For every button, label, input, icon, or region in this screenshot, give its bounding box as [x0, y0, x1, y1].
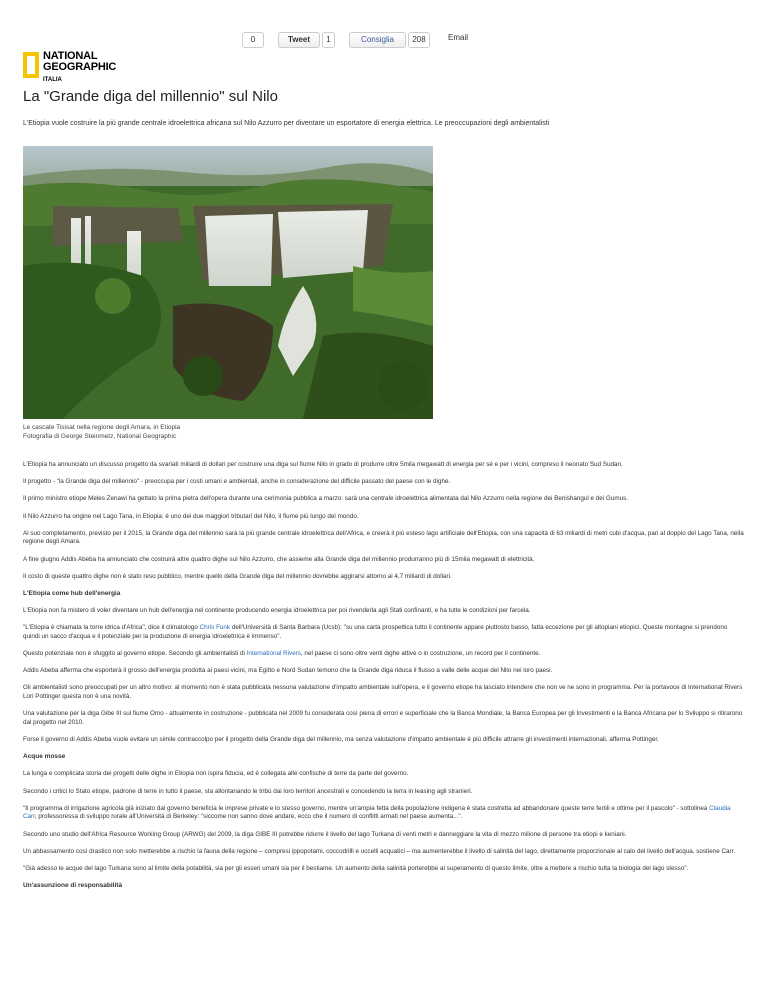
paragraph-text: , professoressa di sviluppo rurale all'Università di Berkeley: "siccome non sanno dove andare, ecco che il numero di conflitti armati nel paese aumenta...". [34, 813, 463, 821]
photo-caption [23, 423, 180, 441]
paragraph: L'Etiopia ha annunciato un discusso progetto da svariati miliardi di dollari per costruire una diga sul fiume Nilo in grado di produrre oltre 5mila megawatt di energia per sé e per i vicini, compreso il neonato Sud Sudan. [23, 461, 623, 468]
section-heading: Un'assunzione di responsabilità [23, 882, 123, 890]
logo-line-italia: ITALIA [43, 77, 62, 83]
like-count: 208 [408, 32, 430, 48]
caption-credit: Fotografia di George Steinmetz, National Geographic [23, 433, 177, 440]
paragraph: La lunga e complicata storia dei progetti delle dighe in Etiopia non ispira fiducia, ed è collegata alle confische di terre da parte del governo. [23, 770, 409, 778]
plus-one-count: 0 [242, 32, 264, 48]
paragraph [23, 624, 745, 641]
email-link[interactable]: Email [448, 33, 469, 42]
page-title: La "Grande diga del millennio" sul Nilo [23, 88, 278, 105]
international-rivers-link[interactable]: International Rivers [246, 650, 301, 658]
tweet-button[interactable]: Tweet [278, 32, 320, 48]
waterfall-photo [23, 146, 433, 419]
paragraph: Il Nilo Azzurro ha origine nel Lago Tana, in Etiopia: è uno dei due maggiori tributari del Nilo, il fiume più lungo del mondo. [23, 512, 359, 520]
paragraph [23, 805, 745, 822]
paragraph: Secondo i critici lo Stato etiope, padrone di terre in tutto il paese, sta allontanando le tribù dai loro territori ancestrali e concedendo la terra in leasing agli stranieri. [23, 787, 473, 795]
tweet-count: 1 [322, 32, 335, 48]
paragraph-text: "Il programma di irrigazione agricola già iniziato dal governo beneficia le imprese private e lo stesso governo, mentre un'ampia fetta della popolazione indigena è stata costretta ad abbandonare queste terre fertili e ottime per il pascolo" - sottolinea [23, 804, 710, 812]
section-heading: Acque mosse [23, 753, 66, 761]
paragraph: Il costo di queste quattro dighe non è stato reso pubblico, mentre quello della Grande diga del millennio dovrebbe aggirarsi attorno ai 4,7 miliardi di dollari. [23, 572, 452, 580]
article-lead: L'Etiopia vuole costruire la più grande centrale idroelettrica africana sul Nilo Azzurro per diventare un esportatore di energia elettrica. Le preoccupazioni degli ambientalisti [23, 120, 550, 127]
paragraph: A fine giugno Addis Abeba ha annunciato che costruirà altre quattro dighe sul Nilo Azzurro, che assieme alla Grande diga del millennio produrranno più di 15mila megawatt di elettricità. [23, 555, 535, 563]
chris-funk-link[interactable]: Chris Funk [199, 624, 231, 632]
share-bar [0, 32, 768, 48]
paragraph: L'Etiopia non fa mistero di voler diventare un hub dell'energia nel continente producendo energia idroelettrica per poi rivenderla agli Stati confinanti, e ha tutte le condizioni per farcela. [23, 607, 531, 615]
claudia-carr-link[interactable]: Claudia Carr [23, 804, 731, 821]
paragraph: Il primo ministro etiope Meles Zenawi ha gettato la prima pietra dell'opera durante una cerimonia pubblica a marzo: sarà una centrale idroelettrica alimentata dal Nilo Azzurro nella regione dei Benishangul e dei Gumus. [23, 495, 628, 503]
yellow-frame-icon [23, 52, 39, 78]
section-heading: L'Etiopia come hub dell'energia [23, 589, 121, 597]
paragraph: "Già adesso le acque del lago Turkana sono al limite della potabilità, sia per gli esseri umani sia per il bestiame. Un aumento della salinità porterebbe al superamento di questo limite, oltre a mettere a rischio tutta la biologia del lago stesso". [23, 864, 689, 872]
paragraph [23, 650, 745, 659]
paragraph-text: dell'Università di Santa Barbara (Ucsb): "su una carta prospettica tutto il continente appare piuttosto basso, fatta eccezione per gli altopiani etiopici. Queste montagne si prendono quindi un sacco d'acqua e il potenziale per la produzione di energia idroelettrica è immenso". [23, 624, 728, 640]
paragraph: Un abbassamento così drastico non solo metterebbe a rischio la fauna della regione – compresi ippopotami, coccodrilli e uccelli acquatici – ma aumenterebbe il livello di salinità del lago, direttamente proporzionale al calo del livello dell'acqua, sostiene Carr. [23, 847, 736, 855]
paragraph-text: Questo potenziale non è sfuggito al governo etiope. Secondo gli ambientalisti di [23, 650, 247, 658]
paragraph: Addis Abeba afferma che esporterà il grosso dell'energia prodotta ai paesi vicini, ma Egitto e Nord Sudan temono che la Grande diga riduca il flusso a valle delle acque del Nilo nei loro paesi. [23, 667, 553, 675]
paragraph-text: "L'Etiopia è chiamata la torre idrica d'Africa", dice il climatologo [23, 624, 200, 632]
article-body [23, 461, 745, 899]
paragraph: Gli ambientalisti sono preoccupati per un altro motivo: al momento non è stata pubblicata nessuna valutazione d'impatto ambientale sull'opera, e il governo etiope ha lasciato intendere che non ve ne sono in programma. Per la portavoce di International Rivers Lori Pottinger questa non è una novità. [23, 684, 743, 701]
caption-location: Le cascate Tisisat nella regione degli Amara, in Etiopia [23, 424, 181, 431]
paragraph-text: , nel paese ci sono oltre venti dighe attive o in costruzione, un record per il continente. [300, 650, 541, 658]
logo-line-national: NATIONAL [43, 50, 98, 62]
paragraph: Il progetto - "la Grande diga del millennio" - preoccupa per i costi umani e ambientali, anche in considerazione del difficile passato del paese con le dighe. [23, 478, 451, 486]
paragraph: Forse il governo di Addis Abeba vuole evitare un simile contraccolpo per il progetto della Grande diga del millennio, ma senza valutazione d'impatto ambientale è più difficile attrarre gli investimenti internazionali, afferma Pottinger. [23, 736, 659, 743]
like-button[interactable]: Consiglia [349, 32, 406, 48]
logo-line-geographic: GEOGRAPHIC [43, 61, 117, 73]
paragraph: Una valutazione per la diga Gibe III sul fiume Omo - attualmente in costruzione - pubblicata nel 2009 fu considerata così piena di errori e superficiale che la Banca Mondiale, la Banca Europea per gli Investimenti e la Banca Africana per lo Sviluppo si ritirarono dal progetto nel 2010. [23, 710, 743, 726]
paragraph: Al suo completamento, previsto per il 2015, la Grande diga del millennio sarà la più grande centrale idroelettrica dell'Africa, e creerà il più esteso lago artificiale dell'Etiopia, con una capacità di 63 miliardi di metri cubi d'acqua, pari al doppio del Lago Tana, nella regione degli Amara. [23, 529, 744, 546]
waterfall-image [23, 146, 433, 419]
paragraph: Secondo uno studio dell'Africa Resource Working Group (ARWG) del 2009, la diga GIBE III potrebbe ridurre il livello del lago Turkana di venti metri e danneggiare la vita di mezzo milione di persone tra etiopi e keniani. [23, 830, 627, 838]
